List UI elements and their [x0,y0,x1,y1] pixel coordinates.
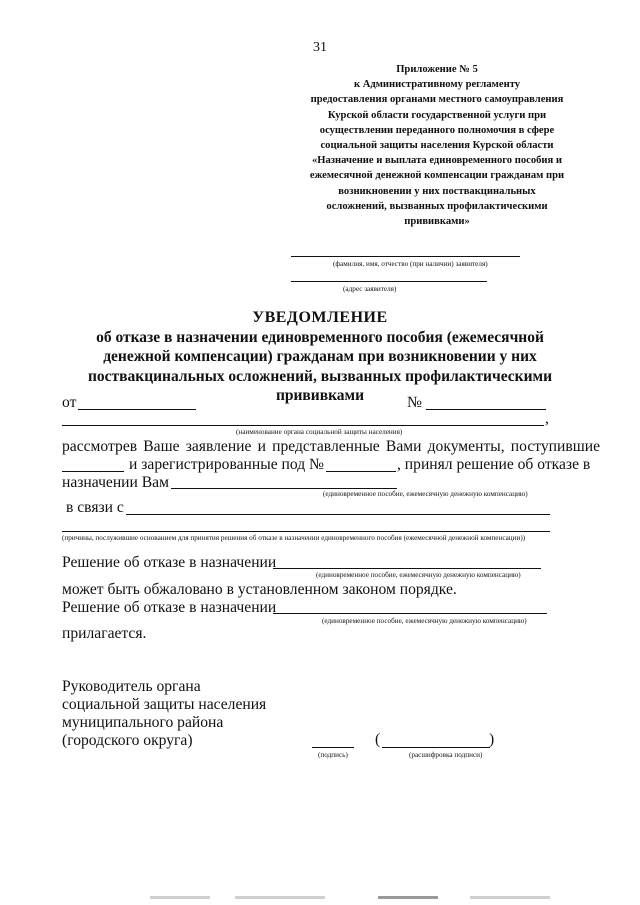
benefit-type-line [171,488,397,489]
attached-text: прилагается. [62,625,147,642]
title-line: поствакцинальных осложнений, вызванных профилактическими [87,367,553,385]
annex-line: возникновении у них поствакцинальных [338,185,536,197]
title-line: прививками [275,387,365,404]
number-label: № [407,394,422,411]
annex-line: осуществлении переданного полномочия в сфере [319,124,555,136]
decode-close-paren: ) [489,731,495,748]
applicant-name-caption: (фамилия, имя, отчество (при наличии) заявителя) [333,260,488,268]
decision2-caption: (единовременное пособие, ежемесячную денежную компенсацию) [322,617,527,625]
from-label: от [62,394,77,411]
number-field-line [426,409,546,410]
applicant-address-caption: (адрес заявителя) [343,285,397,293]
paragraph-line: рассмотрев Ваше заявление и представленные Вами документы, поступившие [62,438,600,455]
applicant-address-line [291,281,487,282]
registration-number-line [326,471,396,472]
decode-line [382,747,490,748]
reasons-caption: (причины, послужившие основанием для принятия решения об отказе в назначении единовременного пособия (ежемесячной денежной компенсации)) [62,534,526,542]
due-to-label: в связи с [66,499,124,516]
signatory-line: муниципального района [62,714,224,731]
annex-line: «Назначение и выплата единовременного пособия и [311,155,563,167]
decision-line: Решение об отказе в назначении [62,554,277,571]
benefit-caption: (единовременное пособие, ежемесячную денежную компенсацию) [323,490,528,498]
reasons-line [62,531,550,532]
annex-line: Приложение № 5 [396,64,478,75]
scan-artifact [150,896,210,899]
signatory-line: (городского округа) [62,732,193,749]
paragraph-line: , принял решение об отказе в [397,456,591,473]
decision1-field-line [273,568,541,569]
annex-line: ежемесячной денежной компенсации гражданам при [309,170,565,182]
decision-line: Решение об отказе в назначении [62,599,277,616]
document-title [0,308,640,406]
decode-open-paren: ( [375,731,381,748]
org-caption: (наименование органа социальной защиты населения) [236,428,403,436]
title-line: денежной компенсации) гражданам при возникновении у них [103,348,537,365]
annex-line: осложнений, вызванных профилактическими [326,200,548,212]
applicant-name-line [291,256,520,257]
title-line: об отказе в назначении единовременного пособия (ежемесячной [96,328,544,346]
date-field-line [78,409,196,410]
scan-artifact [378,896,438,899]
signature-caption: (подпись) [318,751,348,759]
due-to-line [126,514,550,515]
page-number: 31 [313,40,327,55]
signature-line [312,747,354,748]
decode-caption: (расшифровка подписи) [409,751,483,759]
decision2-field-line [273,613,547,614]
decision1-caption: (единовременное пособие, ежемесячную денежную компенсацию) [316,571,521,579]
annex-line: прививками» [404,216,470,228]
org-name-line [62,425,544,426]
annex-line: к Административному регламенту [353,79,521,91]
scan-artifact [470,896,550,899]
annex-line: предоставления органами местного самоуправления [310,94,564,106]
annex-line: социальной защиты населения Курской области [320,140,554,152]
title-heading: УВЕДОМЛЕНИЕ [252,309,388,326]
paragraph-line: назначении Вам [62,474,169,491]
decision-continuation: может быть обжаловано в установленном законом порядке. [62,581,457,598]
received-date-line [62,471,124,472]
signatory-line: социальной защиты населения [62,696,267,713]
annex-block [272,62,602,229]
annex-line: Курской области государственной услуги при [327,109,547,121]
paragraph-line: и зарегистрированные под № [129,456,324,473]
signatory-line: Руководитель органа [62,678,201,695]
scan-artifact [235,896,325,899]
org-comma: , [545,410,549,427]
